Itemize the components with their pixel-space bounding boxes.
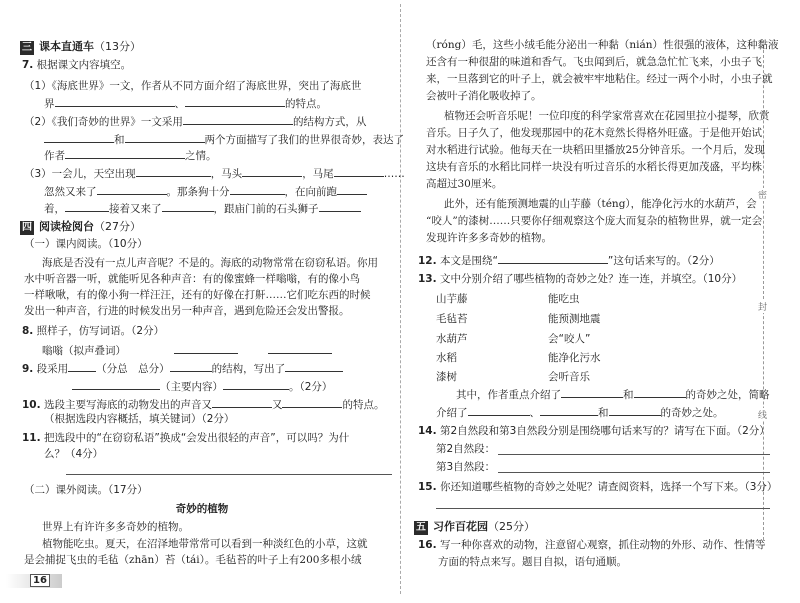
question-14: 14. 第2自然段和第3自然段分别是围绕哪句话来写的？请写在下面。（2分）: [418, 425, 770, 437]
q14-answer-1: 第2自然段：: [436, 443, 496, 455]
passage-line: （róng）毛，这些小绒毛能分泌出一种黏（nián）性很强的液体，这种黏液: [426, 39, 779, 51]
passage-line: 此外，还有能预测地震的山芋藤（téng），能净化污水的水葫芦，会: [444, 198, 757, 210]
answer-blank[interactable]: [609, 404, 661, 416]
match-left-item[interactable]: 毛毡苔: [436, 313, 468, 325]
match-left-item[interactable]: 水葫芦: [436, 333, 468, 345]
question-16: 16. 写一种你喜欢的动物，注意留心观察，抓住动物的外形、动作、性情等: [418, 539, 766, 551]
passage-line: 高超过30厘米。: [426, 178, 503, 190]
answer-blank[interactable]: [170, 360, 212, 372]
q13-fill-line1: 其中，作者重点介绍了 和 的奇妙之处，简略: [456, 386, 770, 402]
q7-part3-line1: （3）一会儿，天空出现 ，马头 ，马尾 ……: [24, 165, 405, 181]
passage-line: 植物能吃虫。夏天，在沼泽地带常常可以看到一种淡红色的小草，这就: [42, 538, 368, 550]
answer-blank[interactable]: [282, 396, 342, 408]
question-10: 10. 选段主要写海底的动物发出的声音又 又 的特点。: [22, 396, 384, 412]
q7-part1-line1: （1）《海底世界》一文，作者从不同方面介绍了海底世界，突出了海底世: [24, 80, 362, 92]
match-right-item[interactable]: 会听音乐: [548, 371, 590, 383]
passage-line: 对水稻进行试验。他每天在一块稻田里播放25分钟音乐。一个月后，发现: [426, 144, 765, 156]
passage-line: 音乐。日子久了，他发现那园中的花木竟然长得格外旺盛。于是他开始试: [426, 127, 762, 139]
answer-blank[interactable]: [223, 378, 289, 390]
section-points: （27分）: [94, 220, 141, 233]
passage-line: 水中听音器一听，就能听见各种声音：有的像蜜蜂一样嗡嗡，有的像小鸟: [24, 273, 360, 285]
passage-line: 世界上有许许多多奇妙的植物。: [42, 521, 189, 533]
answer-blank[interactable]: [498, 252, 608, 264]
answer-blank[interactable]: [72, 378, 160, 390]
section-5-header: [414, 518, 535, 535]
answer-blank[interactable]: [285, 360, 343, 372]
section-points: （13分）: [94, 40, 141, 53]
match-right-item[interactable]: 会“咬人”: [548, 333, 591, 345]
passage-line: 这块有音乐的水稻比同样一块没有听过音乐的水稻长得更加茂盛，平均株: [426, 161, 762, 173]
q7-part1-line2: 界 、 的特点。: [44, 95, 327, 111]
part1-label: （一）课内阅读。（10分）: [24, 238, 148, 250]
page-number: 16: [6, 574, 62, 588]
passage-line: 来，一旦落到它的叶子上，就会被牢牢地粘住。经过一两个小时，小虫子就: [426, 73, 773, 85]
answer-blank[interactable]: [65, 147, 185, 159]
match-left-item[interactable]: 漆树: [436, 371, 457, 383]
q7-part2-line3: 作者 之情。: [44, 147, 217, 163]
passage-line: 植物还会听音乐呢！一位印度的科学家常喜欢在花园里拉小提琴，欣赏: [444, 110, 770, 122]
question-7: 7. 根据课文内容填空。: [22, 59, 132, 71]
section-badge: 五: [416, 522, 426, 533]
section-points: （25分）: [488, 520, 535, 533]
answer-blank[interactable]: [174, 342, 238, 354]
answer-blank[interactable]: [185, 95, 285, 107]
section-3-header: [20, 38, 141, 55]
answer-blank[interactable]: [136, 165, 211, 177]
section-title: 课本直通车: [39, 40, 94, 53]
q11-line2: 么？（4分）: [44, 448, 104, 460]
passage-line: 是会捕捉飞虫的毛毡（zhān）苔（tái）。毛毡苔的叶子上有200多根小绒: [24, 554, 362, 566]
passage-line: 发出一种声音，行进的时候发出另一种声音，遇到危险还会发出警报。: [24, 305, 350, 317]
q16-line2: 方面的特点来写。题目自拟，语句通顺。: [438, 556, 627, 568]
section-title: 阅读检阅台: [39, 220, 94, 233]
passage-title: 奇妙的植物: [175, 503, 229, 515]
match-left-item[interactable]: 山芋藤: [436, 293, 468, 305]
answer-blank[interactable]: [242, 165, 302, 177]
answer-line[interactable]: [66, 474, 392, 475]
answer-blank[interactable]: [65, 200, 109, 212]
answer-blank[interactable]: [230, 183, 285, 195]
answer-blank[interactable]: [468, 404, 530, 416]
answer-blank[interactable]: [268, 342, 332, 354]
passage-line: 一样啾啾，有的像小狗一样汪汪，还有的好像在打鼾……它们吃东西的时候: [24, 289, 371, 301]
answer-line[interactable]: [436, 508, 770, 509]
match-right-item[interactable]: 能吃虫: [548, 293, 580, 305]
answer-blank[interactable]: [55, 95, 175, 107]
part2-label: （二）课外阅读。（17分）: [24, 484, 148, 496]
q7-part3-line3: 着， 接着又来了 ，跟庙门前的石头狮子: [44, 200, 361, 216]
answer-line[interactable]: [498, 472, 770, 473]
match-left-item[interactable]: 水稻: [436, 352, 457, 364]
binding-mark: 密: [758, 188, 767, 201]
section-title: 习作百花园: [433, 520, 488, 533]
answer-blank[interactable]: [212, 396, 272, 408]
question-11: 11. 把选段中的“在窃窃私语”换成“会发出很轻的声音”，可以吗？为什: [22, 432, 350, 444]
section-4-header: [20, 218, 141, 235]
question-13: 13. 文中分别介绍了哪些植物的奇妙之处？连一连，并填空。（10分）: [418, 273, 743, 285]
passage-line: 海底是否没有一点儿声音呢？不是的。海底的动物常常在窃窃私语。你用: [42, 257, 378, 269]
passage-line: “咬人”的漆树……只要你仔细观察这个庞大而复杂的植物世界，就一定会: [426, 215, 763, 227]
column-divider: [400, 4, 401, 594]
answer-blank[interactable]: [183, 113, 293, 125]
q7-part2-line2: 和 两个方面描写了我们的世界很奇妙，表达了: [44, 131, 404, 147]
binding-mark: 线: [758, 408, 767, 421]
question-15: 15. 你还知道哪些植物的奇妙之处呢？请查阅资料，选择一个写下来。（3分）: [418, 481, 778, 493]
answer-blank[interactable]: [337, 183, 367, 195]
answer-blank[interactable]: [334, 165, 384, 177]
q14-answer-2: 第3自然段：: [436, 461, 496, 473]
answer-blank[interactable]: [319, 200, 361, 212]
question-8: 8. 照样子，仿写词语。（2分）: [22, 325, 165, 337]
answer-blank[interactable]: [540, 404, 598, 416]
answer-blank[interactable]: [561, 386, 623, 398]
answer-blank[interactable]: [97, 183, 167, 195]
answer-line[interactable]: [498, 454, 770, 455]
answer-blank[interactable]: [162, 200, 214, 212]
answer-blank[interactable]: [125, 131, 205, 143]
q7-part2-line1: （2）《我们奇妙的世界》一文采用 的结构方式，从: [24, 113, 366, 129]
binding-mark: 封: [758, 300, 767, 313]
q7-part3-line2: 忽然又来了 。那条狗十分 ，在向前跑: [44, 183, 367, 199]
answer-blank[interactable]: [634, 386, 686, 398]
question-12: 12. 本文是围绕“ ”这句话来写的。（2分）: [418, 252, 720, 268]
q8-example-row: 嗡嗡（拟声叠词）: [42, 342, 332, 358]
q13-fill-line2: 介绍了 、 和 的奇妙之处。: [436, 404, 724, 420]
q9-line2: （主要内容） 。（2分）: [72, 378, 332, 394]
passage-line: 还含有一种很甜的味道和香气。飞虫闻到后，就急急忙忙飞来，小虫子飞: [426, 56, 762, 68]
answer-blank[interactable]: [68, 360, 96, 372]
question-9: 9. 段采用 （分总 总分） 的结构，写出了: [22, 360, 343, 376]
match-right-item[interactable]: 能预测地震: [548, 313, 601, 325]
q10-hint: （根据选段内容概括，填关键词）（2分）: [44, 413, 235, 425]
passage-line: 发现许许多多奇妙的植物。: [426, 232, 552, 244]
answer-blank[interactable]: [44, 131, 114, 143]
section-badge: 三: [22, 42, 32, 53]
section-badge: 四: [22, 222, 32, 233]
passage-line: 会被叶子消化吸收掉了。: [426, 90, 542, 102]
match-right-item[interactable]: 能净化污水: [548, 352, 601, 364]
